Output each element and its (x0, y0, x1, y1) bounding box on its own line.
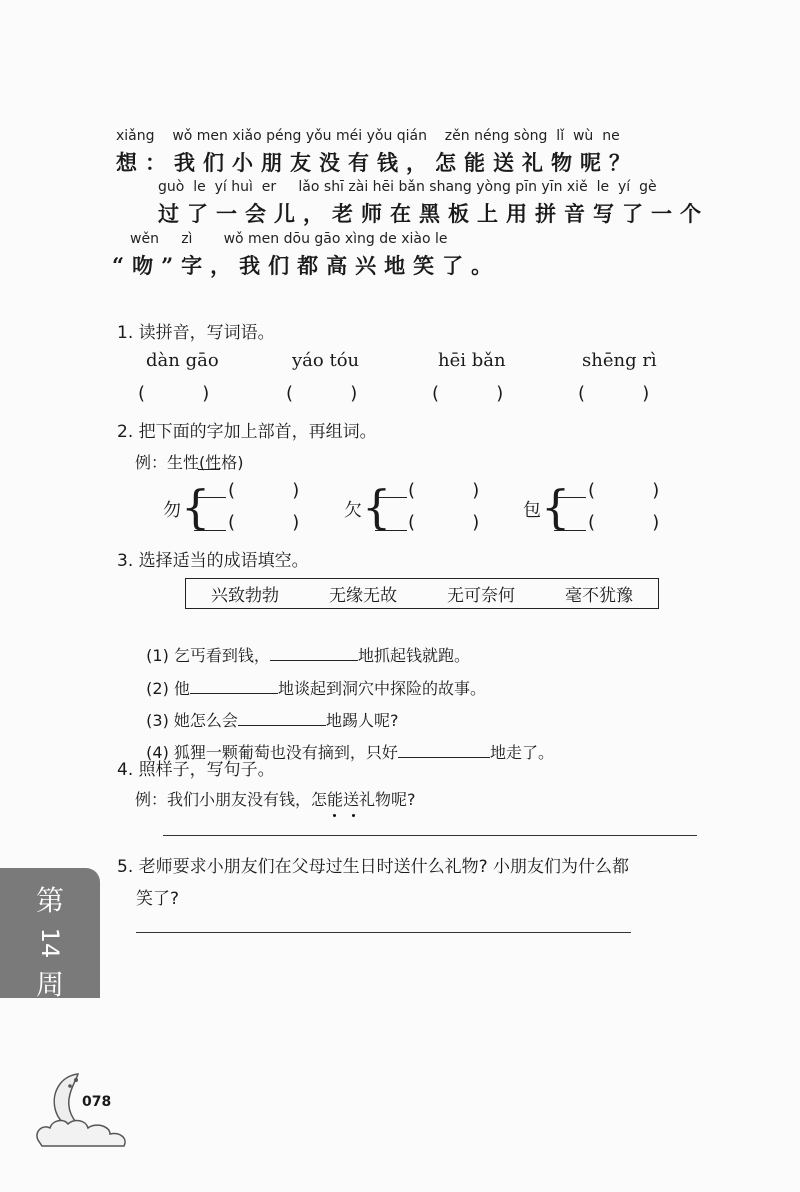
q5-title-line2: 笑了? (136, 889, 180, 909)
q2-slot[interactable]: ( ) (228, 512, 300, 533)
idiom-box (185, 578, 659, 609)
q1-pinyin-4: shēng rì (582, 350, 657, 371)
q2-slot[interactable]: ( ) (588, 480, 660, 501)
story-line1-text: 想：我们小朋友没有钱，怎能送礼物呢？ (116, 150, 638, 175)
q3-item-suffix: 地踢人呢? (325, 711, 399, 730)
q4-title: 4. 照样子，写句子。 (117, 760, 275, 780)
idiom: 兴致勃勃 (211, 586, 279, 606)
q4-example: 例：我们小朋友没有钱，怎能送礼物呢? (135, 790, 416, 809)
q3-item-prefix: (3) 她怎么会 (146, 711, 238, 730)
q4-answer-line[interactable] (163, 835, 697, 836)
q1-answer-3[interactable]: ( ) (432, 383, 504, 404)
q3-item-suffix: 地抓起钱就跑。 (357, 646, 470, 665)
q2-slot[interactable]: ( ) (228, 480, 300, 501)
q2-slot[interactable]: ( ) (408, 480, 480, 501)
q2-line (375, 497, 407, 498)
q3-item-prefix: (1) 乞丐看到钱， (146, 646, 270, 665)
q3-blank[interactable] (398, 743, 490, 758)
q1-title: 1. 读拼音，写词语。 (117, 323, 275, 343)
q3-item-suffix: 地走了。 (489, 743, 554, 762)
q2-slot[interactable]: ( ) (588, 512, 660, 533)
q2-line (554, 530, 586, 531)
idiom: 毫不犹豫 (565, 586, 633, 606)
q5-title-line1: 5. 老师要求小朋友们在父母过生日时送什么礼物? 小朋友们为什么都 (117, 857, 630, 877)
story-line2-text: 过了一会儿，老师在黑板上用拼音写了一个 (158, 201, 709, 226)
q2-brace-2: { (362, 480, 392, 534)
q1-pinyin-2: yáo tóu (292, 350, 360, 371)
week-label (30, 868, 70, 1002)
q3-item-prefix: (2) 他 (146, 679, 190, 698)
q2-example: 例：生性(性格) (135, 453, 244, 472)
q1-answer-4[interactable]: ( ) (578, 383, 650, 404)
moon-cloud-decoration (32, 1066, 132, 1152)
story-line1-pinyin: xiǎng wǒ men xiǎo péng yǒu méi yǒu qián zěn néng sòng lǐ wù ne (116, 128, 620, 144)
week-tab (0, 868, 100, 1001)
idiom: 无缘无故 (329, 586, 397, 606)
q2-radical-3: 包 (523, 500, 541, 521)
q2-title: 2. 把下面的字加上部首，再组词。 (117, 422, 377, 442)
q1-pinyin-3: hēi bǎn (438, 350, 506, 371)
q2-slot[interactable]: ( ) (408, 512, 480, 533)
q2-line (194, 530, 226, 531)
q3-item-suffix: 地谈起到洞穴中探险的故事。 (277, 679, 486, 698)
emphasis-dot (333, 814, 336, 817)
q2-radical-1: 勿 (163, 500, 181, 521)
idiom: 无可奈何 (447, 586, 515, 606)
q2-brace-3: { (541, 480, 571, 534)
week-char: 周 (35, 968, 64, 1001)
story-line3-pinyin: wěn zì wǒ men dōu gāo xìng de xiào le (130, 231, 448, 247)
q2-radical-2: 欠 (344, 500, 362, 521)
story-line3-text: “吻”字，我们都高兴地笑了。 (112, 253, 501, 278)
q3-item-prefix: (4) 狐狸一颗葡萄也没有摘到，只好 (146, 743, 398, 762)
q3-title: 3. 选择适当的成语填空。 (117, 551, 309, 571)
q5-answer-line[interactable] (136, 932, 631, 933)
q2-line (194, 497, 226, 498)
q1-answer-2[interactable]: ( ) (286, 383, 358, 404)
q2-brace-1: { (181, 480, 211, 534)
emphasis-dot (352, 814, 355, 817)
story-line2-pinyin: guò le yí huì er lǎo shī zài hēi bǎn shang yòng pīn yīn xiě le yí gè (158, 179, 657, 195)
q1-answer-1[interactable]: ( ) (138, 383, 210, 404)
page-number: 078 (82, 1094, 112, 1110)
q1-pinyin-1: dàn gāo (146, 350, 219, 371)
week-number: 14 (36, 927, 64, 959)
week-char: 第 (35, 884, 64, 917)
q2-line (375, 530, 407, 531)
q2-example-underline (198, 469, 220, 470)
q2-line (554, 497, 586, 498)
